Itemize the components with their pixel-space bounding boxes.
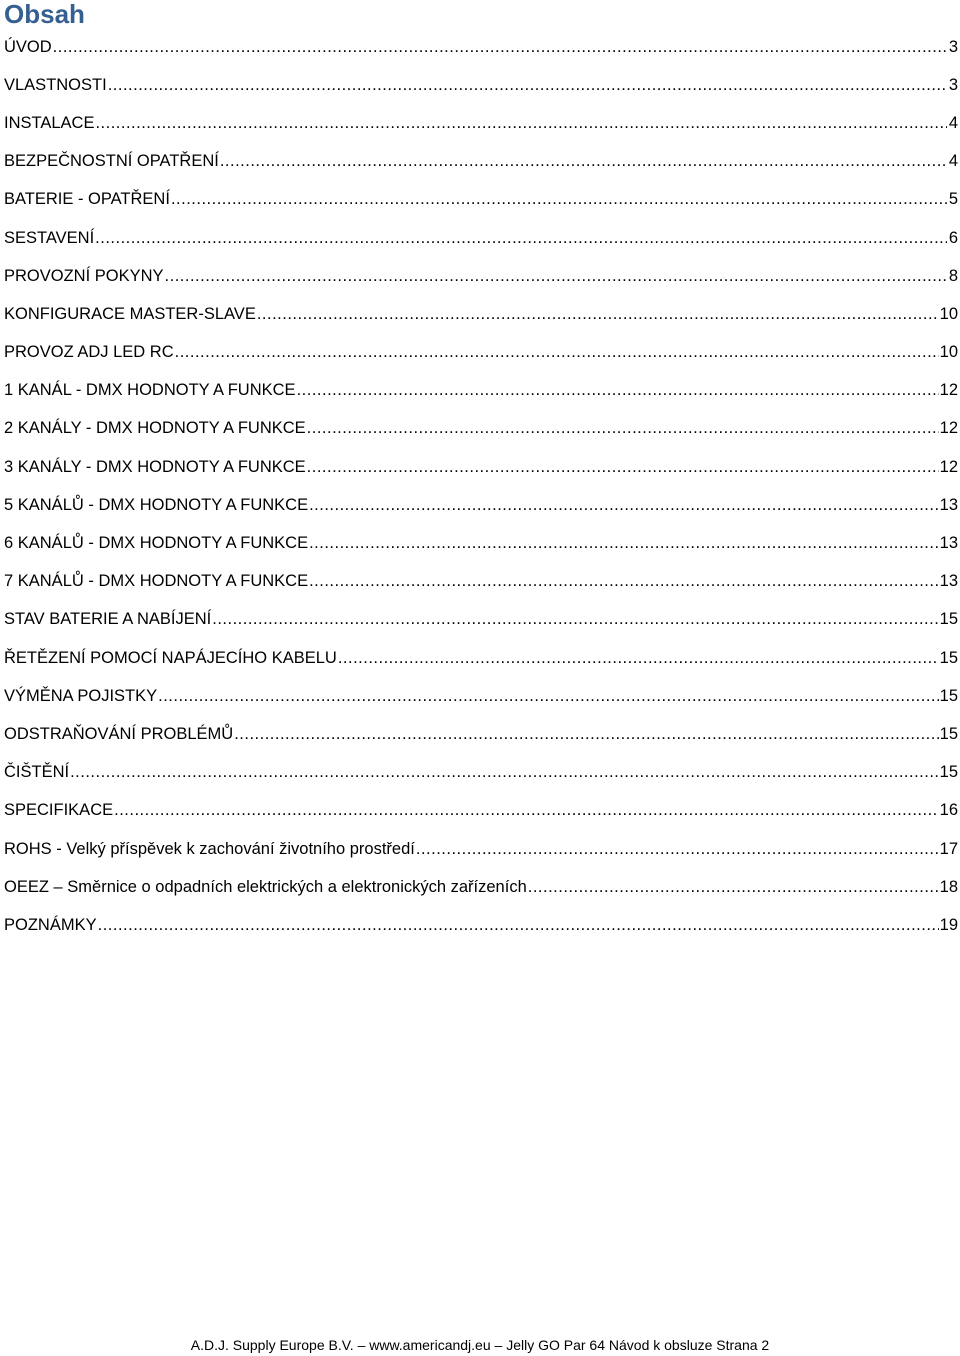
toc-entry-title: INSTALACE	[4, 113, 95, 132]
toc-entry-title: STAV BATERIE A NABÍJENÍ	[4, 610, 212, 629]
toc-entry-title: KONFIGURACE MASTER-SLAVE	[4, 304, 256, 323]
toc-entry-title: 3 KANÁLY - DMX HODNOTY A FUNKCE	[4, 457, 306, 476]
dot-leader	[338, 649, 939, 668]
dot-leader	[108, 76, 947, 95]
toc-entry[interactable]	[4, 639, 960, 677]
toc-entry-title: ODSTRAŇOVÁNÍ PROBLÉMŮ	[4, 724, 234, 743]
toc-entry-title: 6 KANÁLŮ - DMX HODNOTY A FUNKCE	[4, 534, 309, 553]
table-of-contents	[4, 28, 960, 945]
toc-entry[interactable]	[4, 715, 960, 753]
toc-entry-page: 13	[939, 534, 958, 553]
dot-leader	[257, 305, 939, 324]
toc-entry[interactable]	[4, 143, 960, 181]
toc-entry-page: 15	[939, 763, 958, 782]
dot-leader	[307, 458, 939, 477]
toc-heading: Obsah	[4, 0, 85, 29]
toc-entry-title: PROVOZNÍ POKYNY	[4, 266, 164, 285]
dot-leader	[95, 114, 947, 133]
toc-entry-title: ROHS - Velký příspěvek k zachování životního prostředí	[4, 839, 415, 858]
toc-entry-title: 7 KANÁLŮ - DMX HODNOTY A FUNKCE	[4, 572, 309, 591]
toc-entry[interactable]	[4, 906, 960, 944]
toc-entry[interactable]	[4, 486, 960, 524]
dot-leader	[171, 190, 947, 209]
toc-entry-page: 3	[948, 37, 958, 56]
dot-leader	[98, 916, 939, 935]
toc-entry[interactable]	[4, 372, 960, 410]
toc-entry-page: 18	[939, 877, 958, 896]
toc-entry-page: 12	[939, 419, 958, 438]
toc-entry-title: VÝMĚNA POJISTKY	[4, 686, 158, 705]
dot-leader	[234, 725, 938, 744]
toc-entry[interactable]	[4, 410, 960, 448]
toc-entry-title: ÚVOD	[4, 37, 52, 56]
toc-entry-page: 10	[939, 304, 958, 323]
toc-entry-title: ŘETĚZENÍ POMOCÍ NAPÁJECÍHO KABELU	[4, 648, 337, 667]
toc-entry-page: 3	[948, 75, 958, 94]
toc-entry-page: 15	[939, 610, 958, 629]
toc-entry-title: 5 KANÁLŮ - DMX HODNOTY A FUNKCE	[4, 495, 309, 514]
dot-leader	[53, 38, 947, 57]
toc-entry-page: 8	[948, 266, 958, 285]
toc-entry-title: BATERIE - OPATŘENÍ	[4, 190, 170, 209]
dot-leader	[158, 687, 939, 706]
dot-leader	[416, 840, 939, 859]
toc-entry[interactable]	[4, 830, 960, 868]
toc-entry-page: 15	[939, 686, 958, 705]
dot-leader	[114, 801, 939, 820]
toc-entry[interactable]	[4, 601, 960, 639]
toc-entry[interactable]	[4, 868, 960, 906]
toc-entry-title: POZNÁMKY	[4, 915, 97, 934]
dot-leader	[309, 496, 939, 515]
dot-leader	[70, 763, 939, 782]
dot-leader	[220, 152, 947, 171]
toc-entry[interactable]	[4, 104, 960, 142]
toc-entry-page: 16	[939, 801, 958, 820]
toc-entry-page: 5	[948, 190, 958, 209]
toc-entry-title: SESTAVENÍ	[4, 228, 95, 247]
toc-entry[interactable]	[4, 295, 960, 333]
toc-entry[interactable]	[4, 792, 960, 830]
toc-entry[interactable]	[4, 677, 960, 715]
dot-leader	[212, 610, 938, 629]
toc-entry-page: 13	[939, 495, 958, 514]
toc-entry-title: VLASTNOSTI	[4, 75, 107, 94]
toc-entry[interactable]	[4, 563, 960, 601]
toc-entry-page: 4	[948, 113, 958, 132]
toc-entry-title: BEZPEČNOSTNÍ OPATŘENÍ	[4, 152, 219, 171]
dot-leader	[309, 572, 939, 591]
toc-entry[interactable]	[4, 754, 960, 792]
toc-entry-page: 4	[948, 152, 958, 171]
toc-entry-page: 12	[939, 457, 958, 476]
toc-entry-page: 19	[939, 915, 958, 934]
toc-entry[interactable]	[4, 219, 960, 257]
toc-entry-title: 1 KANÁL - DMX HODNOTY A FUNKCE	[4, 381, 296, 400]
toc-entry-page: 12	[939, 381, 958, 400]
toc-entry-page: 15	[939, 724, 958, 743]
toc-entry-title: SPECIFIKACE	[4, 801, 114, 820]
toc-entry-title: OEEZ – Směrnice o odpadních elektrických a elektronických zařízeních	[4, 877, 527, 896]
toc-entry[interactable]	[4, 524, 960, 562]
toc-entry-title: 2 KANÁLY - DMX HODNOTY A FUNKCE	[4, 419, 306, 438]
dot-leader	[165, 267, 947, 286]
page-footer: A.D.J. Supply Europe B.V. – www.americandj.eu – Jelly GO Par 64 Návod k obsluze Strana 2	[190, 1337, 770, 1353]
dot-leader	[309, 534, 939, 553]
dot-leader	[307, 419, 939, 438]
dot-leader	[95, 229, 947, 248]
dot-leader	[175, 343, 939, 362]
toc-entry[interactable]	[4, 448, 960, 486]
toc-entry[interactable]	[4, 334, 960, 372]
toc-entry-page: 13	[939, 572, 958, 591]
toc-entry-page: 15	[939, 648, 958, 667]
toc-entry-page: 17	[939, 839, 958, 858]
toc-entry[interactable]	[4, 257, 960, 295]
toc-entry[interactable]	[4, 66, 960, 104]
toc-entry-title: PROVOZ ADJ LED RC	[4, 343, 174, 362]
dot-leader	[528, 878, 939, 897]
toc-entry[interactable]	[4, 28, 960, 66]
toc-entry[interactable]	[4, 181, 960, 219]
toc-entry-page: 6	[948, 228, 958, 247]
toc-entry-title: ČIŠTĚNÍ	[4, 763, 70, 782]
dot-leader	[297, 381, 939, 400]
toc-entry-page: 10	[939, 343, 958, 362]
